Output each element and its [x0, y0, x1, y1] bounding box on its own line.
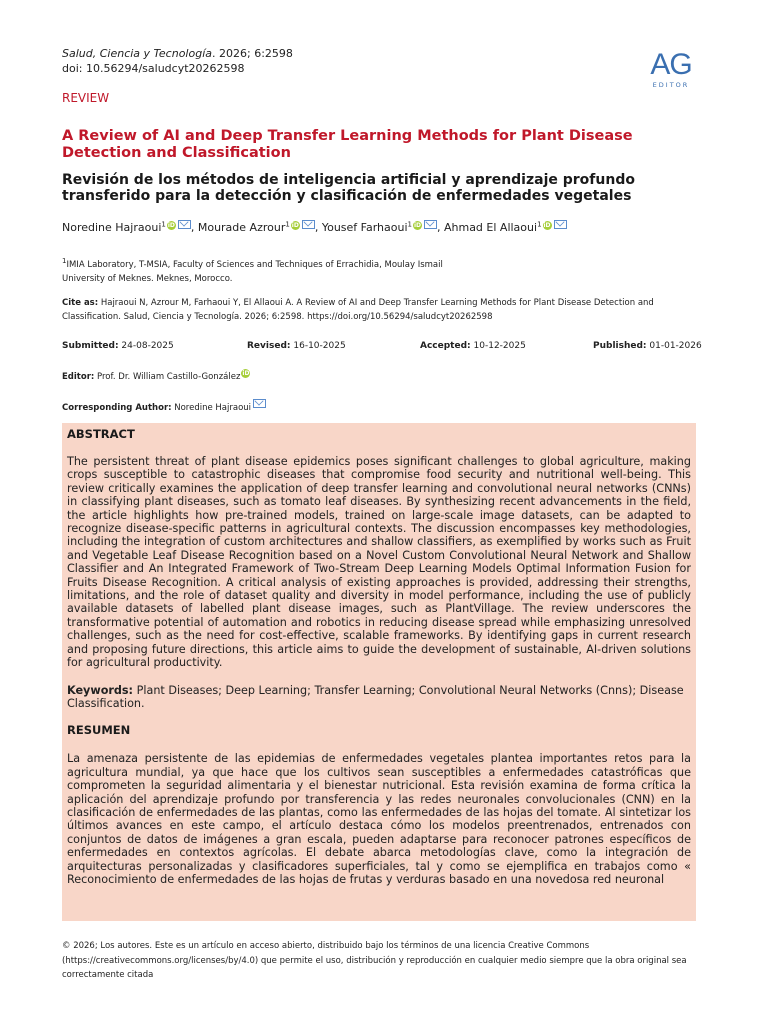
abstract-text: The persistent threat of plant disease epidemics poses significant challenges to global agriculture, making crops susceptible to catastrophic diseases that compromise food security and nutritional well-being. This review critically examines the application of deep transfer learning and convolutional neural networks (CNNs) in classifying plant diseases, such as tomato leaf diseases. By synthesizing recent advancements in the field, the article highlights how pre-trained models, trained on large-scale image datasets, can be adapted to recognize disease-specific patterns in agricultural contexts. The discussion encompasses key methodologies, including the integration of custom architectures and shallow classifiers, as exemplified by works such as Fruit and Vegetable Leaf Disease Recognition based on a Novel Custom Convolutional Neural Network and Shallow Classifier and An Integrated Framework of Two-Stream Deep Learning Models Optimal Information Fusion for Fruits Disease Recognition. A critical analysis of existing approaches is provided, addressing their strengths, limitations, and the role of dataset quality and diversity in model performance, including the use of publicly available datasets of labelled plant disease images, such as PlantVillage. The review underscores the transformative potential of automation and robotics in reducing disease spread while emphasizing unresolved challenges, such as the need for cost-effective, scalable frameworks. By identifying gaps in current research and proposing future directions, this article aims to guide the development of sustainable, AI-driven solutions for agricultural productivity.	[67, 455, 691, 670]
resumen-heading: RESUMEN	[67, 723, 131, 738]
journal-citation-line	[62, 46, 293, 61]
logo-subtext: EDITOR	[652, 81, 690, 89]
email-icon[interactable]	[554, 220, 567, 229]
editor-line	[62, 369, 250, 382]
ag-editor-logo	[644, 50, 698, 89]
author-name[interactable]: Mourade Azrour	[197, 221, 286, 234]
cite-text[interactable]: Hajraoui N, Azrour M, Farhaoui Y, El Allaoui A. A Review of AI and Deep Transfer Learning Methods for Plant Disease Detection and Classification. Salud, Ciencia y Tecnología. 2026; 6:2598. https://doi.org/10.56294/saludcyt20262598	[62, 298, 654, 322]
author-affiliation-mark: 1	[407, 220, 412, 229]
accepted-date	[420, 341, 526, 351]
accepted-value: 10-12-2025	[473, 341, 526, 351]
submitted-date	[62, 341, 174, 351]
abstract-box	[62, 423, 696, 921]
corresponding-author	[62, 399, 266, 413]
affiliation	[62, 254, 443, 286]
orcid-icon[interactable]: iD	[413, 222, 421, 229]
abstract-heading: ABSTRACT	[67, 427, 135, 441]
affiliation-line-1	[62, 254, 443, 272]
corresponding-name: Noredine Hajraoui	[174, 403, 252, 413]
revised-date	[247, 341, 346, 351]
published-value: 01-01-2026	[649, 341, 702, 351]
email-icon[interactable]	[424, 220, 437, 229]
doi-line[interactable]: doi: 10.56294/saludcyt20262598	[62, 62, 245, 75]
logo-text: AG	[650, 48, 692, 81]
published-label: Published:	[593, 341, 647, 351]
author-affiliation-mark: 1	[161, 220, 166, 229]
journal-issue: . 2026; 6:2598	[212, 47, 293, 60]
cite-as	[62, 296, 712, 324]
affiliation-mark: 1	[62, 257, 67, 265]
section-label: REVIEW	[62, 91, 110, 105]
editor-name: Prof. Dr. William Castillo-González	[97, 372, 241, 382]
keywords	[67, 684, 691, 711]
keywords-label: Keywords:	[67, 683, 134, 697]
corresponding-label: Corresponding Author:	[62, 403, 172, 413]
author-affiliation-mark: 1	[285, 220, 290, 229]
accepted-label: Accepted:	[420, 341, 471, 351]
orcid-icon[interactable]: iD	[167, 222, 175, 229]
submitted-value: 24-08-2025	[121, 341, 174, 351]
resumen-text: La amenaza persistente de las epidemias de enfermedades vegetales plantea importantes retos para la agricultura mundial, ya que hace que los cultivos sean susceptibles a enfermedades catastróficas que comprometen la seguridad alimentaria y el bienestar nutricional. Esta revisión examina de forma crítica la aplicación del aprendizaje profundo por transferencia y las redes neuronales convolucionales (CNN) en la clasificación de enfermedades de las plantas, como las enfermedades de las hojas del tomate. Al sintetizar los últimos avances en este campo, el artículo destaca cómo los modelos preentrenados, entrenados con conjuntos de datos de imágenes a gran escala, pueden adaptarse para reconocer patrones específicos de enfermedades en contextos agrícolas. El debate abarca metodologías clave, como la integración de arquitecturas personalizadas y clasificadores superficiales, tal y como se ejemplifica en trabajos como « Reconocimiento de enfermedades de las hojas de frutas y verduras basado en una novedosa red neuronal	[67, 752, 691, 886]
author-affiliation-mark: 1	[537, 220, 542, 229]
orcid-icon[interactable]: iD	[242, 370, 250, 377]
editor-label: Editor:	[62, 372, 95, 382]
journal-name: Salud, Ciencia y Tecnología	[62, 47, 212, 60]
author-name[interactable]: Noredine Hajraoui	[62, 221, 162, 234]
revised-value: 16-10-2025	[293, 341, 346, 351]
email-icon[interactable]	[302, 220, 315, 229]
title-english: A Review of AI and Deep Transfer Learning Methods for Plant Disease Detection and Classification	[62, 128, 633, 161]
affiliation-line-2: University of Meknes. Meknes, Morocco.	[62, 273, 233, 284]
title-spanish: Revisión de los métodos de inteligencia artificial y aprendizaje profundo transferido para la detección y clasificación de enfermedades vegetales	[62, 172, 635, 204]
author-list: Noredine Hajraoui$^1$ iD , Mourade Azrour$^1$ iD , Yousef Farhaoui$^1$ iD , Ahmad El Allaoui$^1$ iD	[62, 220, 567, 234]
orcid-icon[interactable]: iD	[291, 222, 299, 229]
email-icon[interactable]	[178, 220, 191, 229]
keywords-text: Plant Diseases; Deep Learning; Transfer Learning; Convolutional Neural Networks (Cnns); Disease Classification.	[67, 683, 684, 710]
email-icon[interactable]	[253, 399, 266, 408]
author-name[interactable]: Yousef Farhaoui	[321, 221, 408, 234]
revised-label: Revised:	[247, 341, 291, 351]
cite-label: Cite as:	[62, 298, 99, 308]
orcid-icon[interactable]: iD	[543, 222, 551, 229]
submitted-label: Submitted:	[62, 341, 119, 351]
published-date	[593, 341, 702, 351]
affiliation-text: IMIA Laboratory, T-MSIA, Faculty of Sciences and Techniques of Errachidia, Moulay Ismail	[66, 259, 443, 270]
author-name[interactable]: Ahmad El Allaoui	[443, 221, 538, 234]
license-footer: © 2026; Los autores. Este es un artículo en acceso abierto, distribuido bajo los términos de una licencia Creative Commons (https://creativecommons.org/licenses/by/4.0) que permite el uso, distribución y reproducción en cualquier medio siempre que la obra original sea correctamente citada	[62, 941, 687, 980]
